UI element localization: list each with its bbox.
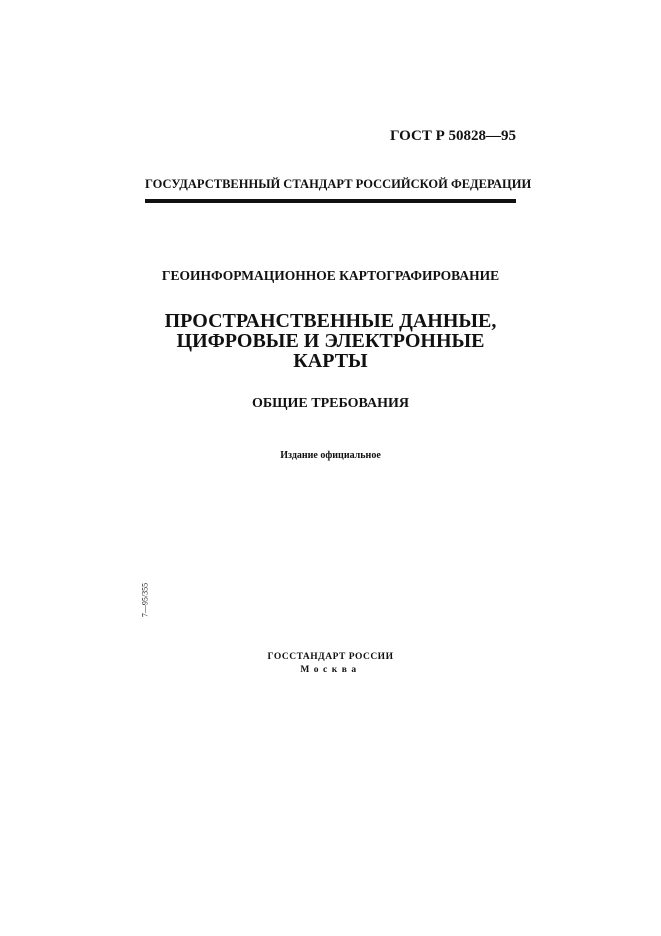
document-number: ГОСТ Р 50828—95 [389,128,516,144]
subtitle: ОБЩИЕ ТРЕБОВАНИЯ [252,396,409,411]
side-code: 7—95/355 [140,582,150,618]
edition-note: Издание официальное [280,450,381,461]
heading-divider [145,199,516,203]
main-title-line: ПРОСТРАНСТВЕННЫЕ ДАННЫЕ, [164,310,497,332]
city: Москва [300,665,361,675]
main-title-line: КАРТЫ [293,350,368,372]
publisher: ГОССТАНДАРТ РОССИИ [267,652,394,662]
state-standard-heading: ГОСУДАРСТВЕННЫЙ СТАНДАРТ РОССИЙСКОЙ ФЕДЕРАЦИИ [145,177,532,191]
main-title [100,311,561,371]
main-title-line: ЦИФРОВЫЕ И ЭЛЕКТРОННЫЕ [176,330,485,352]
section-title: ГЕОИНФОРМАЦИОННОЕ КАРТОГРАФИРОВАНИЕ [161,268,500,283]
